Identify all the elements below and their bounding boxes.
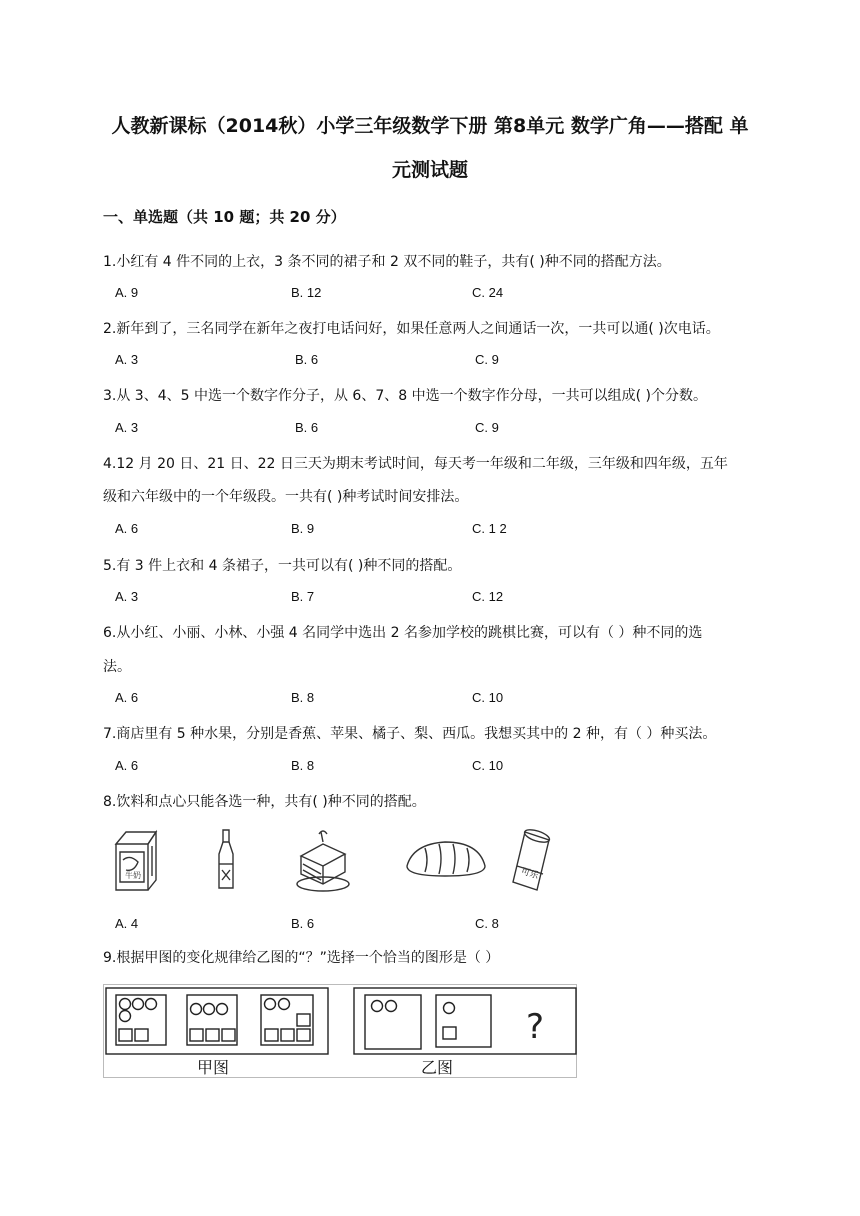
option-b[interactable]: B. 7 <box>291 589 315 604</box>
document-title-line-2: 元测试题 <box>391 159 468 181</box>
option-a[interactable]: A. 9 <box>115 285 139 300</box>
question-5: 5.有 3 件上衣和 4 条裙子，一共可以有( )种不同的搭配。 <box>103 558 462 574</box>
option-c[interactable]: C. 8 <box>475 916 499 931</box>
option-a[interactable]: A. 4 <box>115 916 139 931</box>
question-6-options <box>0 690 860 710</box>
pattern-figure <box>103 984 577 1078</box>
question-8-options <box>0 916 860 936</box>
question-2: 2.新年到了，三名同学在新年之夜打电话问好，如果任意两人之间通话一次，一共可以通( )次电话。 <box>103 321 720 337</box>
option-c[interactable]: C. 12 <box>472 589 504 604</box>
option-a[interactable]: A. 3 <box>115 589 139 604</box>
option-c[interactable]: C. 10 <box>472 690 504 705</box>
question-3: 3.从 3、4、5 中选一个数字作分子，从 6、7、8 中选一个数字作分母，一共可以组成( )个分数。 <box>103 388 707 404</box>
section-heading: 一、单选题（共 10 题；共 20 分） <box>103 208 346 226</box>
cola-can-label: 可乐 <box>519 866 540 882</box>
option-b[interactable]: B. 12 <box>291 285 322 300</box>
question-6-line-1: 6.从小红、小丽、小林、小强 4 名同学中选出 2 名参加学校的跳棋比赛，可以有（ ）种不同的选 <box>103 625 703 641</box>
option-a[interactable]: A. 6 <box>115 758 139 773</box>
option-a[interactable]: A. 6 <box>115 690 139 705</box>
question-6-line-2: 法。 <box>103 659 131 675</box>
question-5-options <box>0 589 860 609</box>
question-7: 7.商店里有 5 种水果，分别是香蕉、苹果、橘子、梨、西瓜。我想买其中的 2 种，有（ ）种买法。 <box>103 726 717 742</box>
option-b[interactable]: B. 6 <box>295 352 319 367</box>
option-c[interactable]: C. 1 2 <box>472 521 507 536</box>
milk-carton-label: 牛奶 <box>125 871 141 880</box>
bread-icon <box>403 826 489 896</box>
option-c[interactable]: C. 24 <box>472 285 504 300</box>
option-a[interactable]: A. 3 <box>115 420 139 435</box>
question-2-options <box>0 352 860 372</box>
cake-icon <box>293 826 353 896</box>
option-b[interactable]: B. 6 <box>291 916 315 931</box>
option-c[interactable]: C. 9 <box>475 420 499 435</box>
milk-carton-icon <box>108 826 164 896</box>
figure-label-yi: 乙图 <box>421 1058 454 1077</box>
question-9-figure <box>103 984 577 1078</box>
option-a[interactable]: A. 6 <box>115 521 139 536</box>
question-4-options <box>0 521 860 541</box>
option-c[interactable]: C. 10 <box>472 758 504 773</box>
option-b[interactable]: B. 6 <box>295 420 319 435</box>
option-a[interactable]: A. 3 <box>115 352 139 367</box>
cola-can-icon <box>503 826 559 896</box>
figure-label-jia: 甲图 <box>197 1058 230 1077</box>
option-b[interactable]: B. 8 <box>291 758 315 773</box>
bottle-icon <box>211 826 241 896</box>
question-4-line-2: 级和六年级中的一个年级段。一共有( )种考试时间安排法。 <box>103 489 469 505</box>
option-b[interactable]: B. 9 <box>291 521 315 536</box>
question-mark-text: ? <box>525 1007 545 1047</box>
question-7-options <box>0 758 860 778</box>
question-8-pictures <box>103 826 563 896</box>
question-4-line-1: 4.12 月 20 日、21 日、22 日三天为期末考试时间，每天考一年级和二年级，三年级和四年级，五年 <box>103 456 728 472</box>
option-b[interactable]: B. 8 <box>291 690 315 705</box>
question-1: 1.小红有 4 件不同的上衣，3 条不同的裙子和 2 双不同的鞋子，共有( )种不同的搭配方法。 <box>103 254 671 270</box>
option-c[interactable]: C. 9 <box>475 352 499 367</box>
question-3-options <box>0 420 860 440</box>
document-title-line-1: 人教新课标（2014秋）小学三年级数学下册 第8单元 数学广角——搭配 单 <box>111 115 749 137</box>
question-1-options <box>0 285 860 305</box>
question-8: 8.饮料和点心只能各选一种，共有( )种不同的搭配。 <box>103 794 426 810</box>
question-9: 9.根据甲图的变化规律给乙图的“？”选择一个恰当的图形是（ ） <box>103 950 500 966</box>
